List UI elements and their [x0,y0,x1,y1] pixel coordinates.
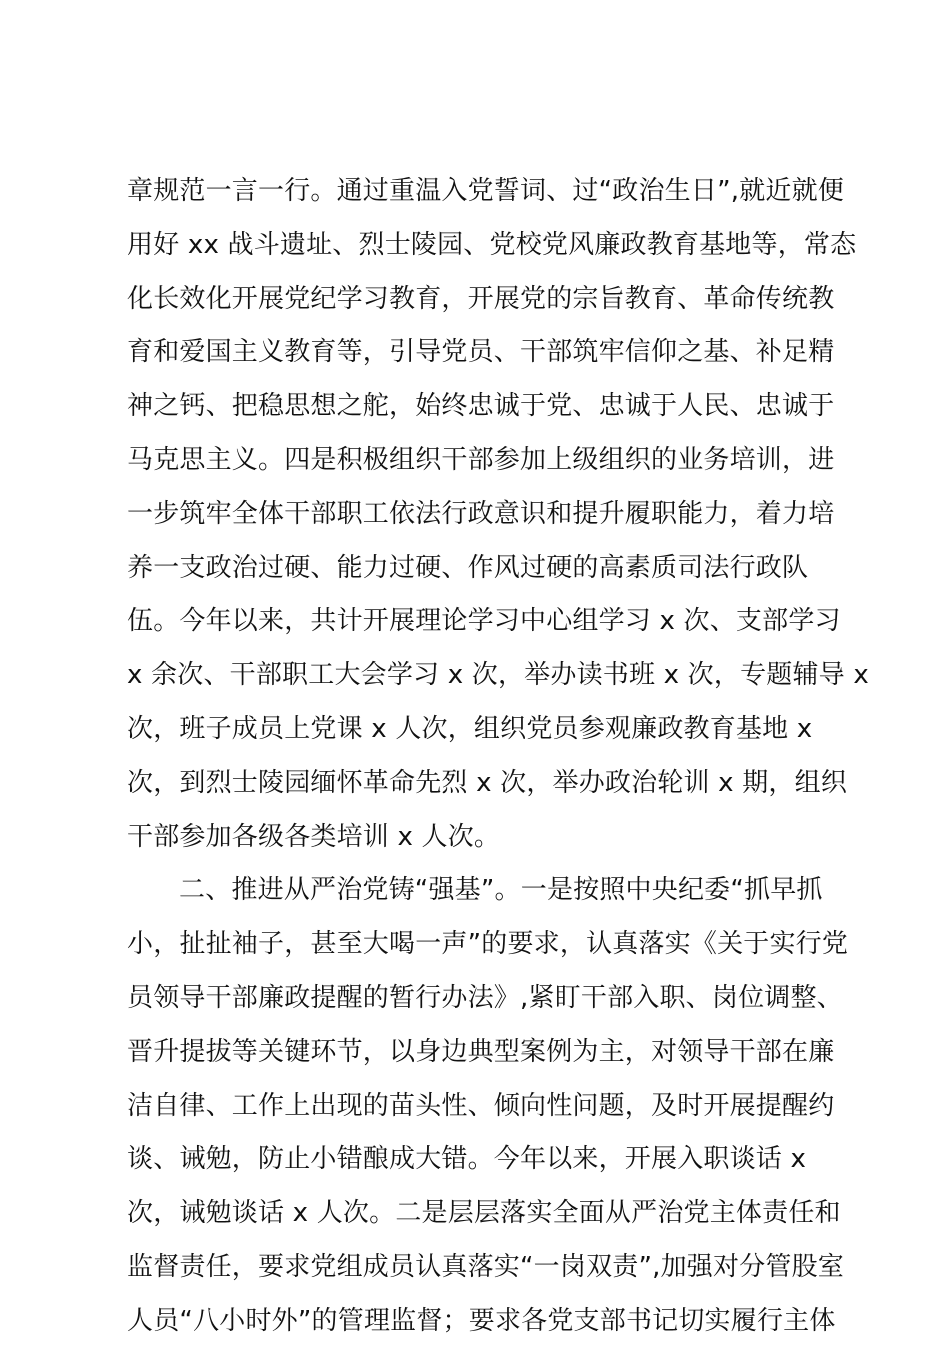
text-line-9: 伍。今年以来，共计开展理论学习中心组学习 x 次、支部学习 [127,606,841,637]
text-line-3: 化长效化开展党纪学习教育，开展党的宗旨教育、革命传统教 [127,283,835,314]
text-line-5: 神之钙、把稳思想之舵，始终忠诚于党、忠诚于人民、忠诚于 [127,391,835,422]
text-line-4: 育和爱国主义教育等，引导党员、干部筑牢信仰之基、补足精 [127,337,835,368]
text-line-7: 一步筑牢全体干部职工依法行政意识和提升履职能力，着力培 [127,498,835,529]
text-line-20: 次，诫勉谈话 x 人次。二是层层落实全面从严治党主体责任和 [127,1198,841,1229]
text-line-15: 小，扯扯袖子，甚至大喝一声”的要求，认真落实《关于实行党 [127,929,849,960]
text-line-10: x 余次、干部职工大会学习 x 次，举办读书班 x 次，专题辅导 x [127,660,869,691]
text-line-12: 次，到烈士陵园缅怀革命先烈 x 次，举办政治轮训 x 期，组织 [127,767,848,798]
text-line-13: 干部参加各级各类培训 x 人次。 [127,821,501,852]
text-line-16: 员领导干部廉政提醒的暂行办法》,紧盯干部入职、岗位调整、 [127,982,843,1013]
text-line-8: 养一支政治过硬、能力过硬、作风过硬的高素质司法行政队 [127,552,809,583]
text-line-18: 洁自律、工作上出现的苗头性、倾向性问题，及时开展提醒约 [127,1090,835,1121]
text-line-2: 用好 xx 战斗遗址、烈士陵园、党校党风廉政教育基地等，常态 [127,229,857,260]
text-line-22: 人员“八小时外”的管理监督；要求各党支部书记切实履行主体 [127,1305,836,1336]
text-line-1: 章规范一言一行。通过重温入党誓词、过“政治生日”,就近就便 [127,176,845,206]
text-line-11: 次，班子成员上党课 x 人次，组织党员参观廉政教育基地 x [127,713,813,744]
text-line-21: 监督责任，要求党组成员认真落实“一岗双责”,加强对分管股室 [127,1251,845,1282]
section-heading-line: 二、推进从严治党铸“强基”。一是按照中央纪委“抓早抓 [179,875,823,906]
text-line-6: 马克思主义。四是积极组织干部参加上级组织的业务培训，进 [127,444,835,475]
document-body [127,165,869,1349]
text-line-19: 谈、诫勉，防止小错酿成大错。今年以来，开展入职谈话 x [127,1144,807,1175]
text-line-17: 晋升提拔等关键环节，以身边典型案例为主，对领导干部在廉 [127,1036,835,1067]
